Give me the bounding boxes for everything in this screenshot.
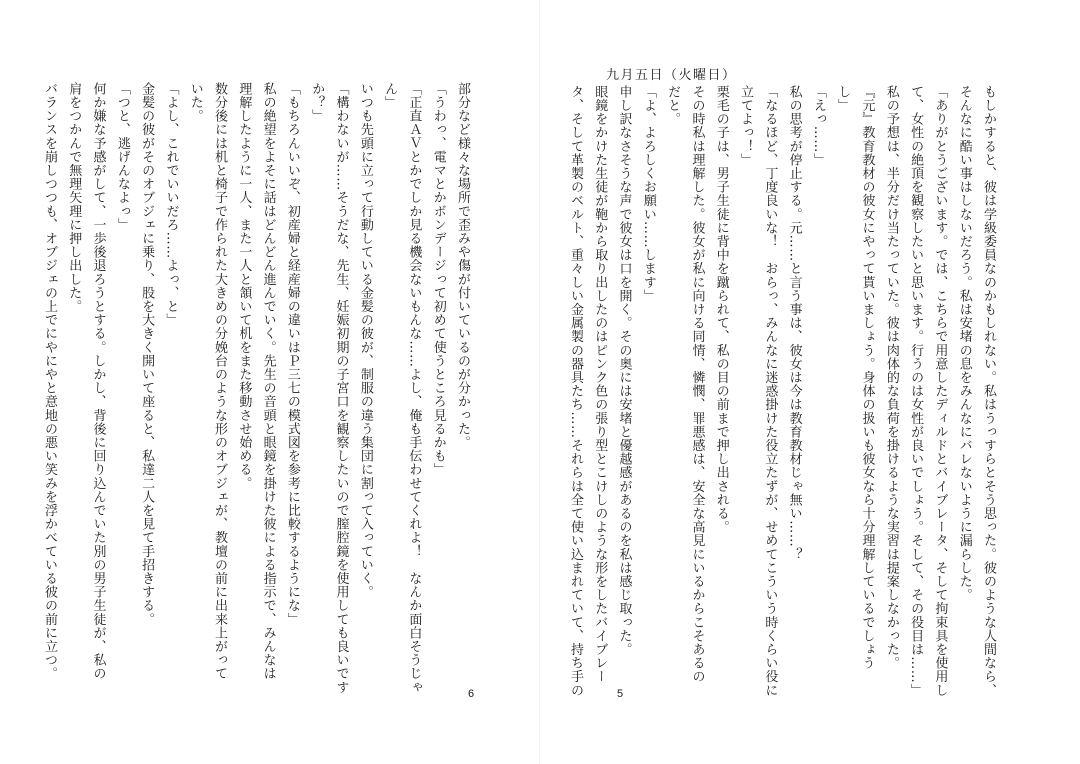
left-page-number: 6 bbox=[468, 688, 475, 700]
right-page bbox=[540, 0, 1080, 764]
left-page-body-text: 部分など様々な場所で歪みや傷が付いているのが分かった。 「うわっ、電マとかボンデージって初めて使うところ見るかも」 「正直ＡＶとかでしか見る機会ないもんな……よし、俺も手伝わせてくれよ！ なんか面白そうじゃ ん」 いつも先頭に立って行動している金髪の彼が、制服の違う集団に割って入っていく。 「構わないが……そうだな、先生、妊娠初期の子宮口を観察したいので膣腔鏡を使用しても良いです か？」 「もちろんいいぞ、初産婦と経産婦の違いはＰ三七の模式図を参考に比較するようにな」 私の絶望をよそに話はどんどん進んでいく。先生の音頭と眼鏡を掛けた彼による指示で、みんなは 理解したように一人、また一人と頷いて机をまた移動させ始める。 数分後には机と椅子で作られた大きめの分娩台のような形のオブジェが、教壇の前に出来上がって いた。 「よし、これでいいだろ……よっ、と」 金髪の彼がそのオブジェに乗り、股を大きく開いて座ると、私達二人を見て手招きする。 「つと、逃げんなよっ」 何か嫌な予感がして、一歩後退ろうとする。しかし、背後に回り込んでいた別の男子生徒が、私の 肩をつかんで無理矢理に押し出した。 バランスを崩しつつも、オブジェの上でにやにやと意地の悪い笑みを浮かべている彼の前に立つ。 bbox=[41, 82, 470, 694]
chapter-heading: 九月五日（火曜日） bbox=[606, 68, 737, 83]
right-page-number: 5 bbox=[617, 688, 624, 700]
right-page-body-text: もしかすると、彼は学級委員なのかもしれない。私はうっすらとそう思った。彼のような人間なら、 そんなに酷い事はしないだろう。私は安堵の息をみんなにバレないように漏らした。 「ありがとうございます。では、こちらで用意したディルドとバイブレータ、そして拘束具を使用し て、女性の絶頂を観察したいと思います。行うのは女性が良いでしょう。そして、その役目は……」 私の予想は、半分だけ当たっていた。彼は肉体的な負荷を掛けるような実習は提案しなかった。 『元』教育教材の彼女にやって貰いましょう。身体の扱いも彼女なら十分理解しているでしょう し」 「えっ……」 私の思考が停止する。元……と言う事は、彼女は今は教育教材じゃ無い……？ 「なるほど、丁度良いな！ おらっ、みんなに迷惑掛けた役立たずが、せめてこういう時くらい役に 立てよっ！」 栗毛の子は、男子生徒に背中を蹴られて、私の目の前まで押し出される。 その時私は理解した。彼女が私に向ける同情、憐憫、罪悪感は、安全な高見にいるからこそあるの だと。 「よ、よろしくお願い……します」 申し訳なさそうな声で彼女は口を開く。その奥には安堵と優越感があるのを私は感じ取った。 眼鏡をかけた生徒が鞄から取り出したのはピンク色の張り型とこけしのような形をしたバイブレー タ、そして革製のベルト、重々しい金属製の器具たち……それらは全て使い込まれていて、持ち手の bbox=[567, 85, 996, 697]
